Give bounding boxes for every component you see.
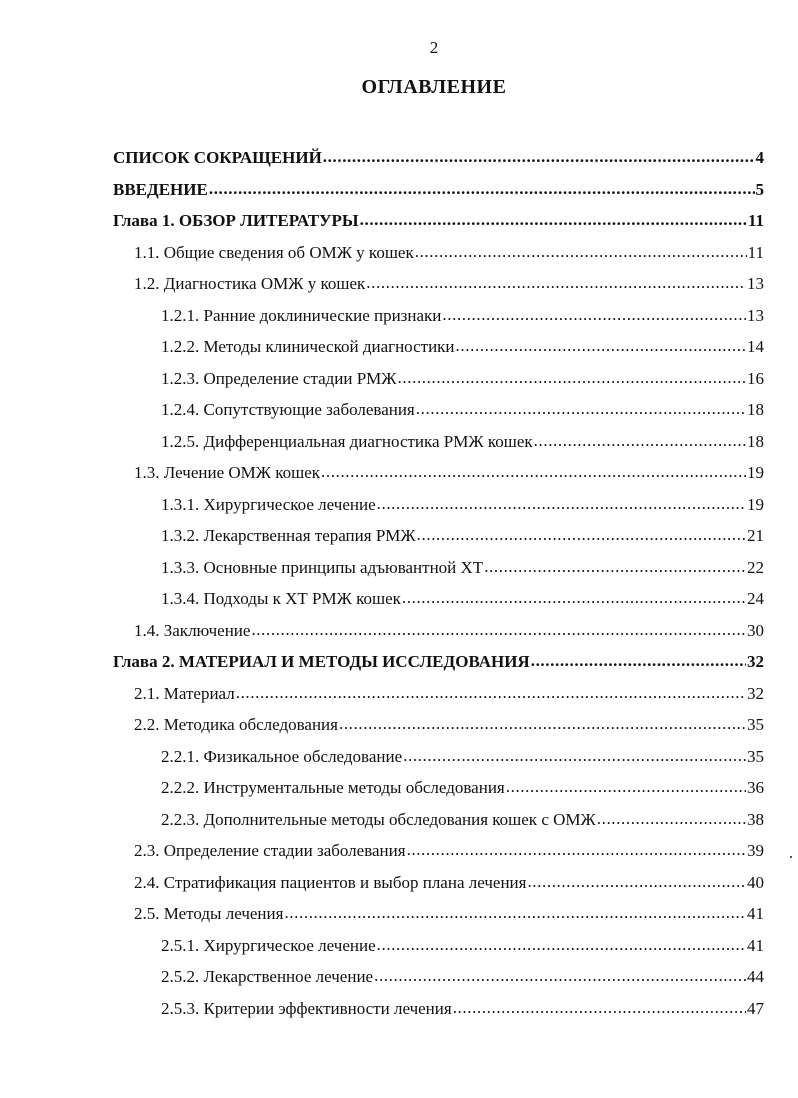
toc-entry[interactable] xyxy=(113,138,764,168)
toc-entry[interactable] xyxy=(161,989,764,1019)
toc-entry-label: 2.2.3. Дополнительные методы обследования кошек с ОМЖ xyxy=(161,809,596,829)
toc-entry-page: 39 xyxy=(747,841,764,860)
toc-entry-label: 1.2.5. Дифференциальная диагностика РМЖ кошек xyxy=(161,431,533,451)
toc-dot-leader xyxy=(531,651,746,671)
toc-entry-label: 1.2.3. Определение стадии РМЖ xyxy=(161,368,397,388)
toc-dot-leader xyxy=(374,966,746,986)
toc-entry-label: 1.2.1. Ранние доклинические признаки xyxy=(161,305,442,325)
toc-dot-leader xyxy=(456,336,746,356)
toc-entry-label: 2.5. Методы лечения xyxy=(134,904,284,923)
toc-entry-page: 30 xyxy=(747,620,764,640)
toc-entry-page: 41 xyxy=(747,904,764,923)
toc-dot-leader xyxy=(377,494,746,514)
toc-entry-page: 44 xyxy=(747,967,764,986)
toc-entry-page: 13 xyxy=(747,305,764,325)
toc-entry-label: 1.2.4. Сопутствующие заболевания xyxy=(161,400,415,419)
toc-dot-leader xyxy=(407,840,746,860)
toc-entry-label: 1.3. Лечение ОМЖ кошек xyxy=(134,463,321,482)
toc-entry-page: 40 xyxy=(747,872,764,892)
toc-entry[interactable] xyxy=(161,327,764,357)
toc-entry-label: 2.4. Стратификация пациентов и выбор плана лечения xyxy=(134,872,527,892)
toc-entry-label: 1.3.4. Подходы к ХТ РМЖ кошек xyxy=(161,589,401,608)
toc-entry-page: 22 xyxy=(747,557,764,577)
toc-entry-label: 1.3.2. Лекарственная терапия РМЖ xyxy=(161,526,416,545)
scan-speck xyxy=(790,856,792,858)
toc-entry-page: 19 xyxy=(747,494,764,514)
toc-dot-leader xyxy=(442,305,746,325)
toc-dot-leader xyxy=(403,746,746,766)
toc-entry-label: 2.5.3. Критерии эффективности лечения xyxy=(161,998,452,1018)
toc-dot-leader xyxy=(366,273,746,293)
toc-entry-page: 38 xyxy=(747,809,764,829)
toc-entry[interactable] xyxy=(161,485,764,515)
toc-entry-page: 11 xyxy=(747,242,764,262)
toc-entry[interactable] xyxy=(161,422,764,452)
toc-dot-leader xyxy=(484,557,746,577)
toc-entry-page: 19 xyxy=(747,463,764,482)
toc-entry-page: 24 xyxy=(747,589,764,608)
toc-entry[interactable] xyxy=(161,957,764,987)
toc-entry[interactable] xyxy=(161,359,764,389)
toc-dot-leader xyxy=(377,935,746,955)
toc-dot-leader xyxy=(417,525,746,545)
toc-title: ОГЛАВЛЕНИЕ xyxy=(361,76,507,98)
toc-entry[interactable] xyxy=(134,705,764,735)
toc-entry[interactable] xyxy=(161,548,764,578)
toc-dot-leader xyxy=(251,620,746,640)
toc-entry-page: 13 xyxy=(747,274,764,293)
toc-entry-page: 11 xyxy=(747,211,764,230)
toc-entry-page: 4 xyxy=(755,148,764,167)
toc-dot-leader xyxy=(416,399,746,419)
toc-entry[interactable] xyxy=(161,926,764,956)
toc-entry-label: 1.1. Общие сведения об ОМЖ у кошек xyxy=(134,242,414,262)
toc-entry[interactable] xyxy=(134,831,764,861)
toc-entry-label: 1.3.1. Хирургическое лечение xyxy=(161,494,376,514)
toc-entry[interactable] xyxy=(161,390,764,420)
toc-entry-page: 21 xyxy=(747,526,764,545)
toc-entry[interactable] xyxy=(161,579,764,609)
toc-dot-leader xyxy=(284,903,746,923)
toc-entry-label: 1.2.2. Методы клинической диагностики xyxy=(161,337,455,356)
toc-entry-label: СПИСОК СОКРАЩЕНИЙ xyxy=(113,148,322,167)
toc-dot-leader xyxy=(415,242,747,262)
toc-dot-leader xyxy=(339,714,746,734)
toc-entry-label: 2.1. Материал xyxy=(134,683,235,703)
toc-dot-leader xyxy=(402,588,746,608)
toc-entry[interactable] xyxy=(134,453,764,483)
toc-dot-leader xyxy=(323,147,755,167)
toc-entry-page: 14 xyxy=(747,337,764,356)
toc-entry[interactable] xyxy=(134,674,764,704)
toc-dot-leader xyxy=(527,872,746,892)
toc-entry-label: 2.5.1. Хирургическое лечение xyxy=(161,935,376,955)
toc-dot-leader xyxy=(236,683,746,703)
toc-entry-page: 18 xyxy=(747,431,764,451)
toc-entry-page: 16 xyxy=(747,368,764,388)
toc-dot-leader xyxy=(506,777,746,797)
toc-entry[interactable] xyxy=(134,611,764,641)
toc-entry[interactable] xyxy=(161,516,764,546)
toc-entry-page: 41 xyxy=(747,935,764,955)
toc-entry-label: 1.2. Диагностика ОМЖ у кошек xyxy=(134,274,366,293)
toc-entry[interactable] xyxy=(161,800,764,830)
toc-entry-label: 2.5.2. Лекарственное лечение xyxy=(161,967,374,986)
toc-dot-leader xyxy=(209,179,755,199)
toc-entry[interactable] xyxy=(134,894,764,924)
toc-entry-page: 32 xyxy=(747,683,764,703)
toc-entry[interactable] xyxy=(134,863,764,893)
toc-entry[interactable] xyxy=(113,170,764,200)
toc-entry-label: 2.3. Определение стадии заболевания xyxy=(134,841,406,860)
toc-dot-leader xyxy=(534,431,746,451)
toc-entry-label: 2.2.2. Инструментальные методы обследования xyxy=(161,778,505,797)
toc-entry-page: 18 xyxy=(747,400,764,419)
toc-entry-label: 2.2. Методика обследования xyxy=(134,715,338,734)
toc-entry[interactable] xyxy=(134,233,764,263)
toc-entry-label: ВВЕДЕНИЕ xyxy=(113,179,208,199)
toc-entry-page: 35 xyxy=(747,746,764,766)
toc-dot-leader xyxy=(321,462,746,482)
toc-entry-page: 47 xyxy=(747,998,764,1018)
toc-entry-page: 5 xyxy=(755,179,764,199)
toc-entry[interactable] xyxy=(113,201,764,231)
toc-dot-leader xyxy=(597,809,746,829)
toc-entry-page: 36 xyxy=(747,778,764,797)
toc-entry[interactable] xyxy=(113,642,764,672)
toc-entry-label: 1.3.3. Основные принципы адъювантной ХТ xyxy=(161,557,484,577)
toc-entry-label: Глава 2. МАТЕРИАЛ И МЕТОДЫ ИССЛЕДОВАНИЯ xyxy=(113,652,530,671)
toc-entry-page: 35 xyxy=(747,715,764,734)
toc-dot-leader xyxy=(360,210,747,230)
toc-entry[interactable] xyxy=(134,264,764,294)
toc-dot-leader xyxy=(398,368,746,388)
toc-entry-label: Глава 1. ОБЗОР ЛИТЕРАТУРЫ xyxy=(113,211,359,230)
toc-entry-label: 1.4. Заключение xyxy=(134,620,251,640)
toc-entry-label: 2.2.1. Физикальное обследование xyxy=(161,746,403,766)
page-number: 2 xyxy=(429,38,439,57)
toc-entry[interactable] xyxy=(161,737,764,767)
toc-entry-page: 32 xyxy=(747,652,764,671)
toc-entry[interactable] xyxy=(161,296,764,326)
toc-entry[interactable] xyxy=(161,768,764,798)
toc-dot-leader xyxy=(453,998,746,1018)
